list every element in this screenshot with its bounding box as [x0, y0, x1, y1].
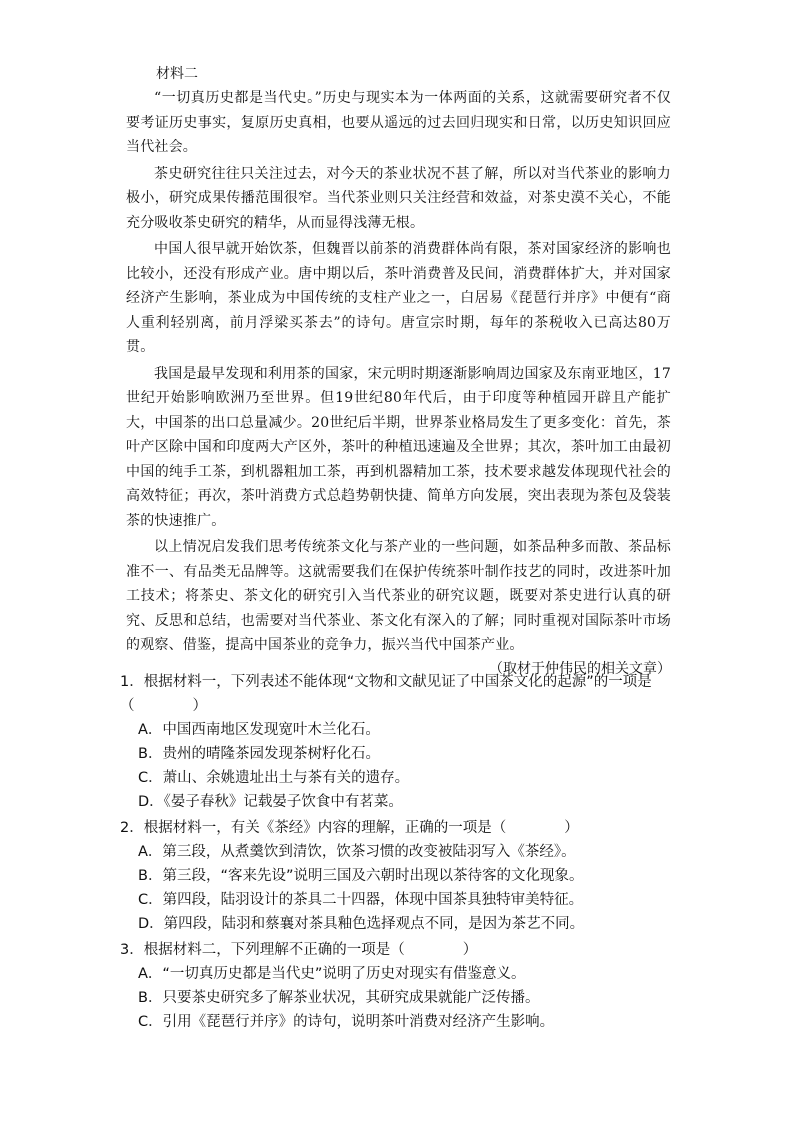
question-option: A．第三段，从煮羹饮到清饮，饮茶习惯的改变被陆羽写入《茶经》。 [138, 844, 576, 860]
material-two-section [126, 64, 671, 694]
material-paragraph: “一切真历史都是当代史。”历史与现实本为一体两面的关系，这就需要研究者不仅要考证历史事实，复原历史真相，也要从遥远的过去回归现实和日常，以历史知识回应当代社会。 [126, 90, 671, 155]
material-paragraph: 以上情况启发我们思考传统茶文化与茶产业的一些问题，如茶品种多而散、茶品标准不一、有品类无品牌等。这就需要我们在保护传统茶叶制作技艺的同时，改进茶叶加工技术；将茶史、茶文化的研究引入当代茶业的研究议题，既要对茶史进行认真的研究、反思和总结，也需要对当代茶业、茶文化有深入的了解；同时重视对国际茶叶市场的观察、借鉴，提高中国茶业的竞争力，振兴当代中国茶产业。 [126, 539, 671, 653]
question-3 [120, 938, 680, 1034]
question-option: A．“一切真历史都是当代史”说明了历史对现实有借鉴意义。 [138, 966, 526, 982]
question-option: D．《晏子春秋》记载晏子饮食中有茗菜。 [138, 794, 403, 810]
question-option: B．第三段，“客来先设”说明三国及六朝时出现以茶待客的文化现象。 [138, 868, 584, 884]
material-paragraph: 我国是最早发现和利用茶的国家，宋元明时期逐渐影响周边国家及东南亚地区，17世纪开始影响欧洲乃至世界。但19世纪80年代后，由于印度等种植园开辟且产能扩大，中国茶的出口总量减少。20世纪后半期，世界茶业格局发生了更多变化：首先，茶叶产区除中国和印度两大产区外，茶叶的种植迅速遍及全世界；其次，茶叶加工由最初中国的纯手工茶，到机器粗加工茶，再到机器精加工茶，技术要求越发体现现代社会的高效特征；再次，茶叶消费方式总趋势朝快捷、简单方向发展，突出表现为茶包及袋装茶的快速推广。 [126, 365, 671, 529]
question-stem: 3．根据材料二，下列理解不正确的一项是（ ） [120, 942, 478, 958]
question-2 [120, 816, 680, 936]
question-option: D．第四段，陆羽和蔡襄对茶具釉色选择观点不同，是因为茶艺不同。 [138, 916, 585, 932]
material-paragraph: 茶史研究往往只关注过去，对今天的茶业状况不甚了解，所以对当代茶业的影响力极小，研究成果传播范围很窄。当代茶业则只关注经营和效益，对茶史漠不关心，不能充分吸收茶史研究的精华，从而显得浅薄无根。 [126, 165, 671, 231]
question-option: C．萧山、余姚遗址出土与茶有关的遗存。 [138, 770, 410, 786]
material-title: 材料二 [156, 66, 198, 82]
questions-section [120, 670, 680, 1036]
material-source: （取材于仲伟民的相关文章） [489, 660, 671, 677]
question-stem: 1．根据材料一，下列表述不能体现“文物和文献见证了中国茶文化的起源”的一项是（ ） [120, 674, 652, 714]
material-paragraph: 中国人很早就开始饮茶，但魏晋以前茶的消费群体尚有限，茶对国家经济的影响也比较小，还没有形成产业。唐中期以后，茶叶消费普及民间，消费群体扩大，并对国家经济产生影响，茶业成为中国传统的支柱产业之一，白居易《琵琶行并序》中便有“商人重利轻别离，前月浮梁买茶去”的诗句。唐宣宗时期，每年的茶税收入已高达80万贯。 [126, 241, 671, 355]
question-1 [120, 670, 680, 814]
question-option: C．第四段，陆羽设计的茶具二十四器，体现中国茶具独特审美特征。 [138, 892, 584, 908]
question-option: B．贵州的晴隆茶园发现茶树籽化石。 [138, 746, 380, 762]
question-option: A．中国西南地区发现宽叶木兰化石。 [138, 722, 380, 738]
question-option: B．只要茶史研究多了解茶业状况，其研究成果就能广泛传播。 [138, 990, 540, 1006]
question-option: C．引用《琵琶行并序》的诗句，说明茶叶消费对经济产生影响。 [138, 1014, 555, 1030]
question-stem: 2．根据材料一，有关《茶经》内容的理解，正确的一项是（ ） [120, 820, 579, 836]
